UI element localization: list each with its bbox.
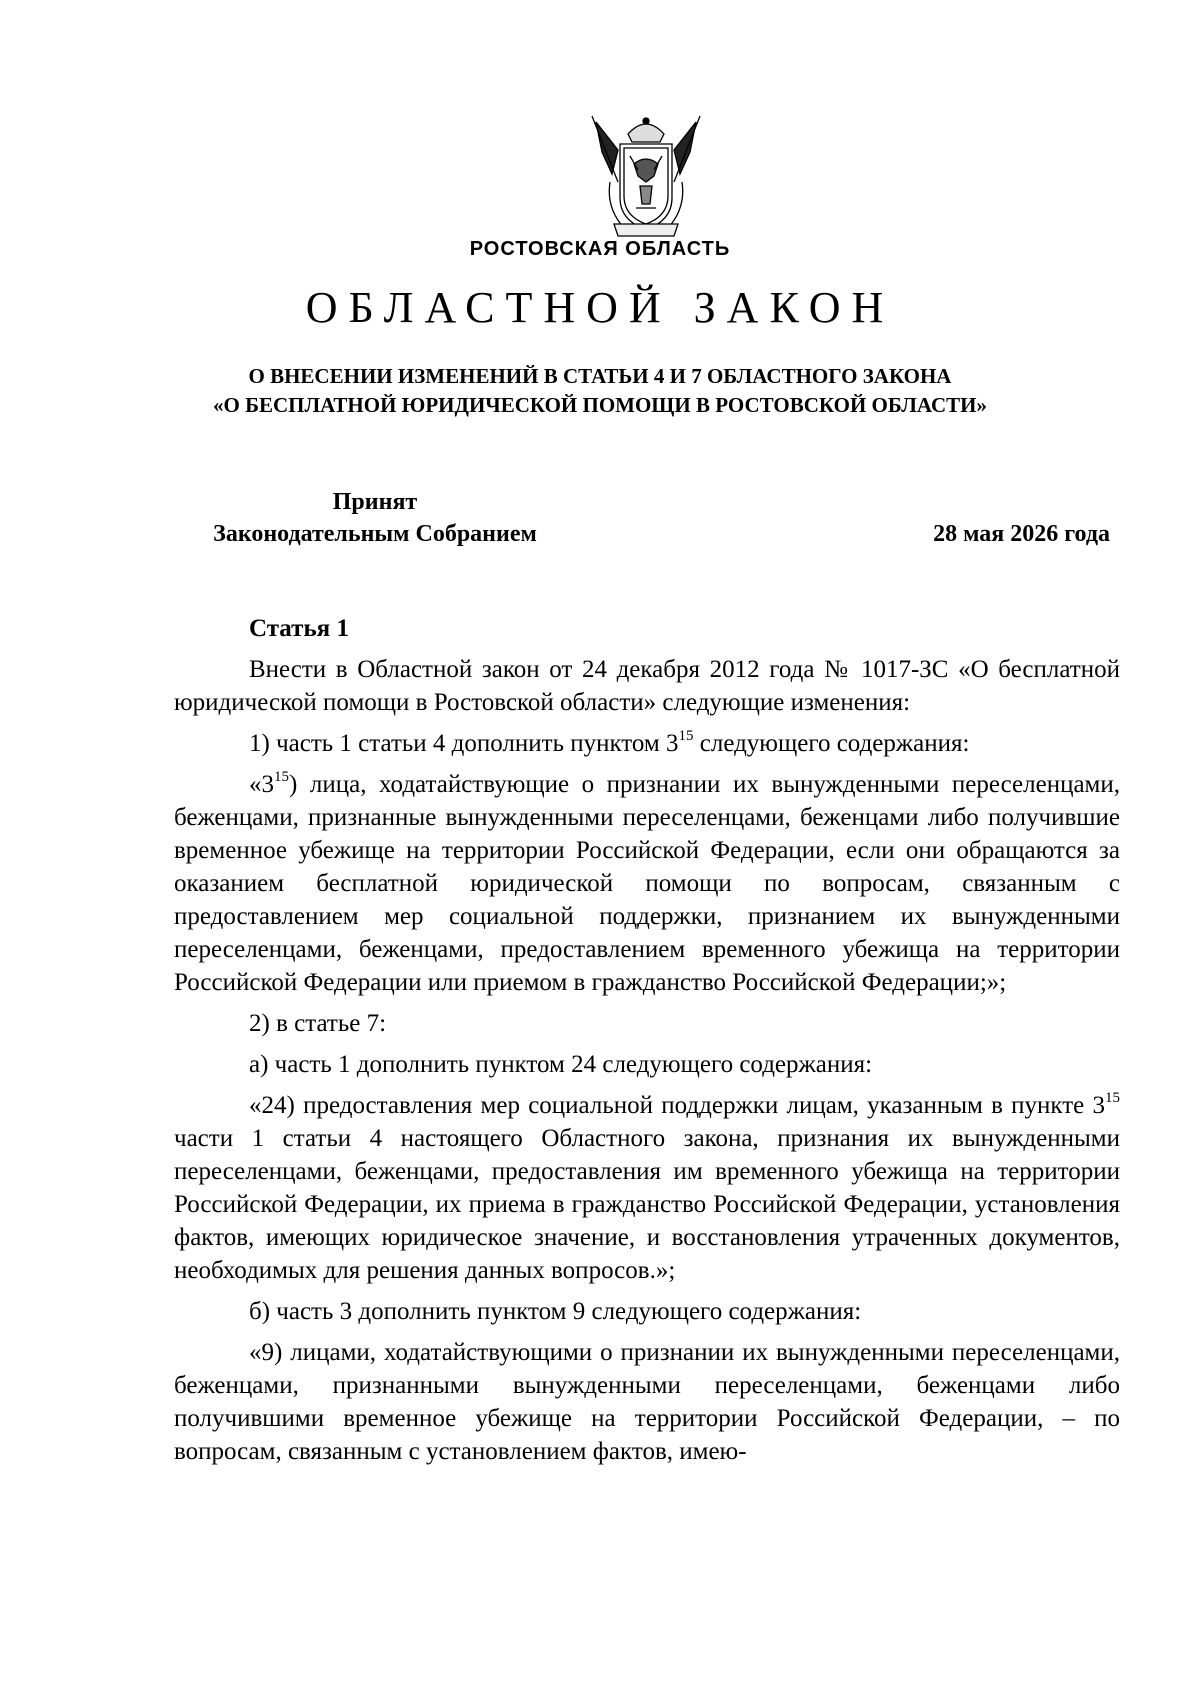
amendment-item-2a: а) часть 1 дополнить пунктом 24 следующего содержания: bbox=[249, 1051, 873, 1078]
quoted-point-3-15 bbox=[174, 768, 1120, 999]
adoption-line-2: Законодательным Собранием bbox=[213, 521, 537, 547]
quote-24-text: части 1 статьи 4 настоящего Областного закона, признания их вынужденными переселенцами, беженцами, предоставления им временного убежища на территории Российской Федерации, их приема в гражданство Российской Федерации, установления фактов, имеющих юридическое значение, и восстановления утраченных документов, необходимых для решения данных вопросов.»; bbox=[174, 1125, 1120, 1284]
quoted-point-9: «9) лицами, ходатайствующими о признании их вынужденными переселенцами, беженцами, признанными вынужденными переселенцами, беженцами либо получившими временное убежище на территории Российской Федерации, – по вопросам, связанным с установлением фактов, имею- bbox=[174, 1339, 1120, 1465]
region-name: РОСТОВСКАЯ ОБЛАСТЬ bbox=[469, 238, 731, 260]
document-type: ОБЛАСТНОЙ ЗАКОН bbox=[305, 283, 895, 332]
item-1-text-end: следующего содержания: bbox=[693, 730, 970, 757]
quoted-point-24 bbox=[174, 1089, 1120, 1287]
article-heading: Статья 1 bbox=[249, 615, 349, 642]
amendment-item-2: 2) в статье 7: bbox=[249, 1010, 387, 1037]
coat-of-arms-emblem bbox=[588, 112, 704, 240]
item-1-superscript: 15 bbox=[678, 728, 694, 744]
quote-24-superscript: 15 bbox=[1105, 1090, 1120, 1106]
law-title-line-1: О ВНЕСЕНИИ ИЗМЕНЕНИЙ В СТАТЬИ 4 И 7 ОБЛАСТНОГО ЗАКОНА bbox=[248, 364, 952, 388]
adoption-line-1: Принят bbox=[332, 489, 418, 515]
quote-1-start: «3 bbox=[249, 771, 274, 798]
amendment-item-1 bbox=[174, 727, 1120, 760]
adoption-block bbox=[175, 486, 575, 550]
adoption-date: 28 мая 2026 года bbox=[933, 521, 1110, 547]
item-1-text: 1) часть 1 статьи 4 дополнить пунктом 3 bbox=[249, 730, 679, 757]
quote-1-text: ) лица, ходатайствующие о признании их вынужденными переселенцами, беженцами, признанные вынужденными переселенцами, беженцами либо получившие временное убежище на территории Российской Федерации, если они обращаются за оказанием бесплатной юридической помощи по вопросам, связанным с предоставлением мер социальной поддержки, признанием их вынужденными переселенцами, беженцами, предоставлением временного убежища на территории Российской Федерации или приемом в гражданство Российской Федерации;»; bbox=[174, 771, 1120, 996]
article-intro: Внести в Областной закон от 24 декабря 2012 года № 1017-ЗС «О бесплатной юридической помощи в Ростовской области» следующие изменения: bbox=[174, 656, 1120, 716]
quote-24-start: «24) предоставления мер социальной поддержки лицам, указанным в пункте 3 bbox=[249, 1092, 1105, 1119]
quote-1-superscript: 15 bbox=[274, 769, 289, 785]
amendment-item-2b: б) часть 3 дополнить пунктом 9 следующего содержания: bbox=[249, 1298, 862, 1325]
law-title-line-2: «О БЕСПЛАТНОЙ ЮРИДИЧЕСКОЙ ПОМОЩИ В РОСТОВСКОЙ ОБЛАСТИ» bbox=[212, 393, 988, 417]
law-title bbox=[0, 362, 1200, 420]
article-body bbox=[174, 612, 1120, 1476]
